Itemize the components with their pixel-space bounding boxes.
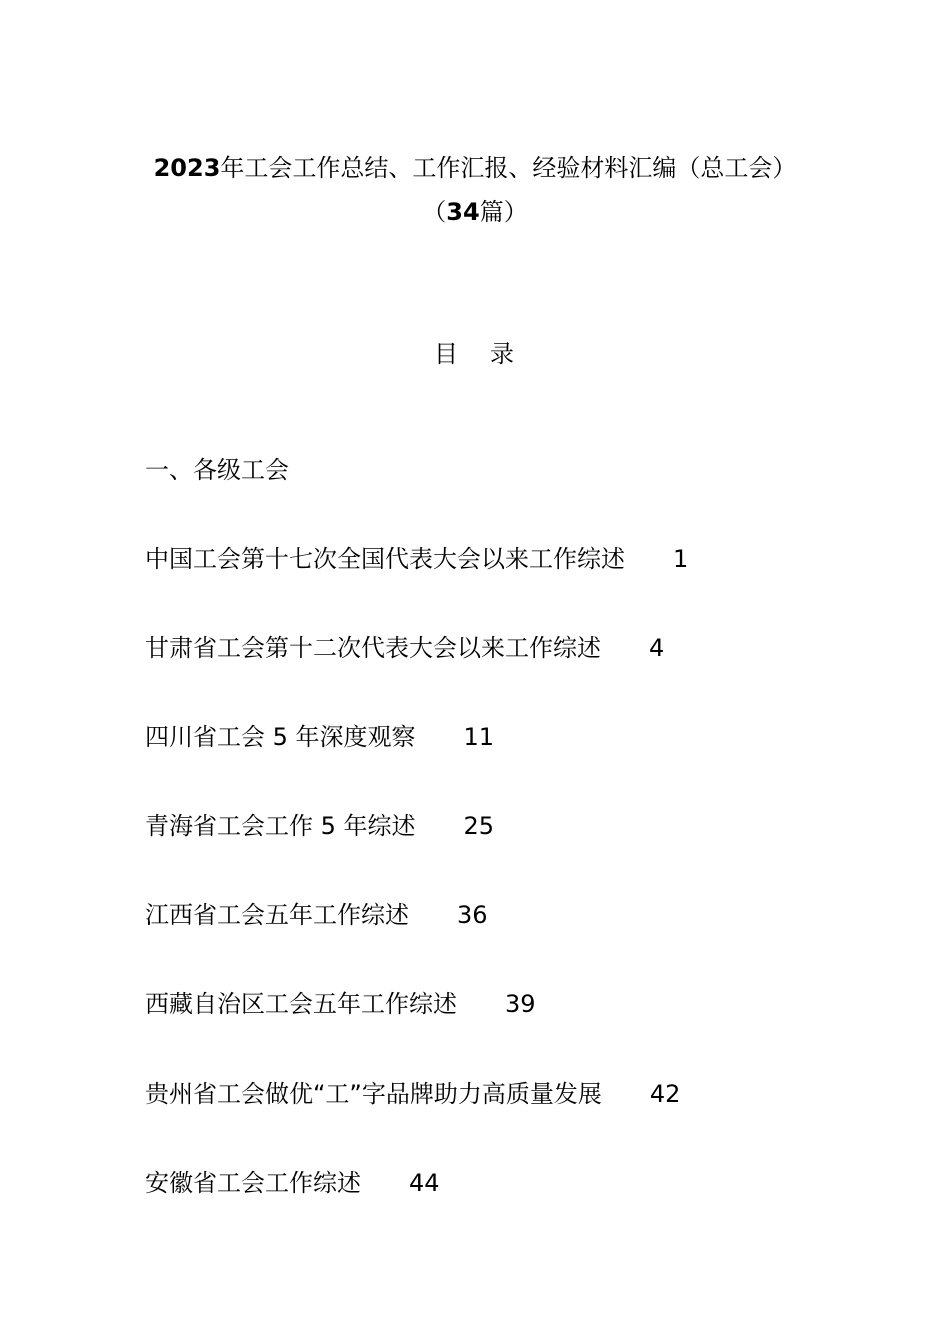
- toc-entry-label: 中国工会第十七次全国代表大会以来工作综述: [145, 545, 625, 573]
- toc-entry[interactable]: [145, 1078, 680, 1110]
- title-year: 2023: [153, 154, 221, 182]
- title-text: 年工会工作总结、工作汇报、经验材料汇编（总工会）（: [220, 154, 797, 226]
- toc-entry-page: 25: [463, 812, 495, 840]
- toc-entry-page: 4: [649, 634, 665, 662]
- toc-entry[interactable]: [145, 543, 688, 575]
- toc-entry[interactable]: [145, 988, 536, 1020]
- toc-entry[interactable]: [145, 1167, 440, 1199]
- toc-entry-page: 36: [457, 901, 488, 929]
- toc-entry[interactable]: [145, 632, 664, 664]
- toc-heading: [0, 338, 950, 370]
- toc-entry-label: 安徽省工会工作综述: [145, 1169, 361, 1197]
- section-heading: 一、各级工会: [145, 456, 289, 484]
- toc-entry-page: 39: [505, 990, 536, 1018]
- toc-entry-page: 1: [673, 545, 689, 573]
- toc-entry-label: 贵州省工会做优“工”字品牌助力高质量发展: [145, 1080, 602, 1108]
- title-count: 34: [446, 198, 480, 226]
- document-title: [140, 146, 810, 234]
- toc-entry-label: 四川省工会 5 年深度观察: [145, 723, 416, 751]
- toc-heading-first: 目: [434, 340, 460, 368]
- toc-entry-label: 江西省工会五年工作综述: [145, 901, 409, 929]
- toc-entry-label: 青海省工会工作 5 年综述: [145, 812, 416, 840]
- toc-entry[interactable]: [145, 810, 494, 842]
- toc-entry[interactable]: [145, 899, 488, 931]
- toc-heading-second: 录: [490, 340, 516, 368]
- toc-entry[interactable]: [145, 721, 494, 753]
- toc-entry-page: 44: [409, 1169, 440, 1197]
- toc-entry-page: 42: [649, 1080, 681, 1108]
- title-end: 篇）: [479, 198, 528, 226]
- toc-entry-page: 11: [463, 723, 495, 751]
- toc-entry-label: 甘肃省工会第十二次代表大会以来工作综述: [145, 634, 601, 662]
- toc-entry-label: 西藏自治区工会五年工作综述: [145, 990, 457, 1018]
